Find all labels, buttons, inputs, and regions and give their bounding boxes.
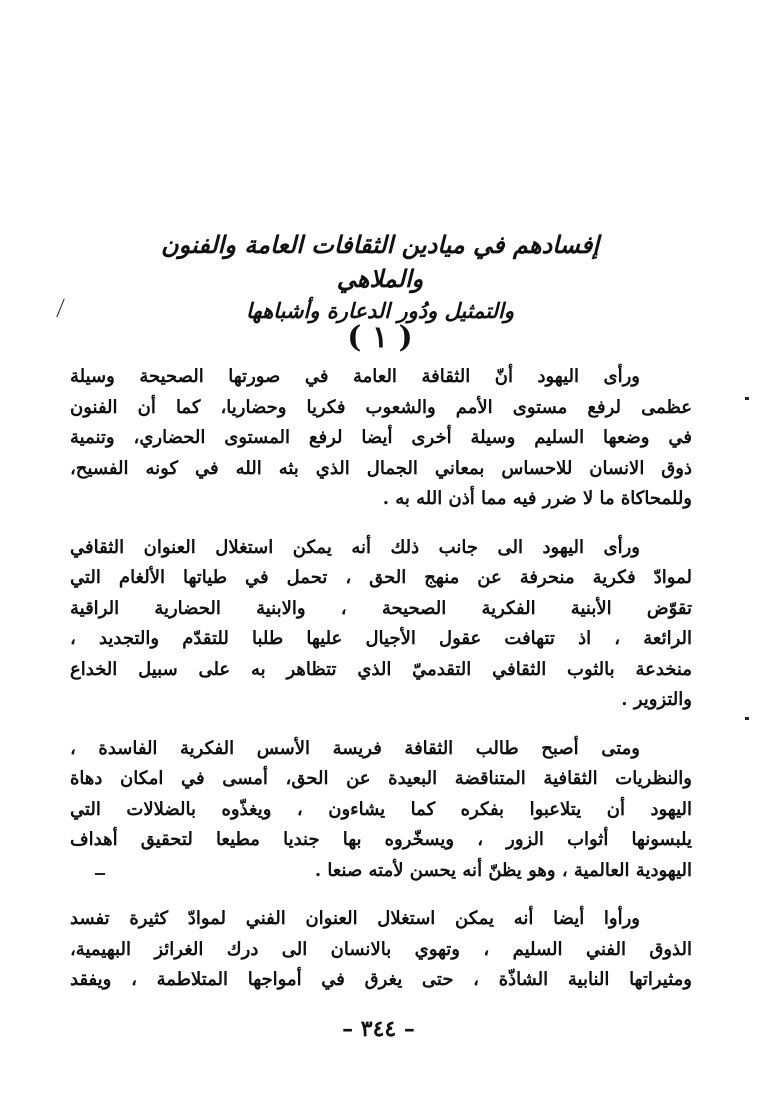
text-line: اليهودية العالمية ، وهو يظنّ أنه يحسن لأمته صنعا . <box>314 859 692 881</box>
text-line: وللمحاكاة ما لا ضرر فيه مما أذن الله به . <box>382 488 692 509</box>
text-line: الرائعة ، اذ تتهافت عقول الأجيال عليها طلبا للتقدّم والتجديد ، <box>70 628 692 649</box>
text-line: في وضعها السليم وسيلة أخرى أيضا لرفع المستوى الحضاري، وتنمية <box>70 427 692 448</box>
text-line: والتزوير . <box>621 689 692 710</box>
text-line: ورأوا أيضا أنه يمكن استغلال العنوان الفني لموادّ كثيرة تفسد <box>70 908 640 929</box>
text-line: ورأى اليهود أنّ الثقافة العامة في صورتها الصحيحة وسيلة <box>70 366 640 387</box>
chapter-heading <box>140 228 620 326</box>
text-line: ومتى أصبح طالب الثقافة فريسة الأسس الفكرية الفاسدة ، <box>70 737 640 759</box>
text-line: لموادّ فكرية منحرفة عن منهج الحق ، تحمل في طياتها الألغام التي <box>70 567 692 588</box>
scan-mark <box>745 397 749 400</box>
text-line: اليهود أن يتلاعبوا بفكره كما يشاءون ، ويغذّوه بالضلالات التي <box>70 798 692 820</box>
body-text <box>70 362 692 996</box>
text-line: الذوق الفني السليم ، وتهوي بالانسان الى درك الغرائز البهيمية، <box>70 938 692 960</box>
paragraph-3 <box>70 734 692 887</box>
scan-mark <box>95 873 105 875</box>
text-line: والنظريات الثقافية المتناقضة البعيدة عن الحق، أمسى في امكان دهاة <box>70 768 692 789</box>
paragraph-2 <box>70 533 692 716</box>
scan-mark <box>56 298 65 317</box>
heading-line-1: إفسادهم في ميادين الثقافات العامة والفنون والملاهي <box>160 230 600 293</box>
heading-line-2: والتمثيل ودُور الدعارة وأشباهها <box>246 298 514 323</box>
text-line: عظمى لرفع مستوى الأمم والشعوب فكريا وحضاريا، كما أن الفنون <box>70 396 692 418</box>
text-line: ذوق الانسان للاحساس بمعاني الجمال الذي بثه الله في كونه الفسيح، <box>70 457 692 479</box>
text-line: تقوّض الأبنية الفكرية الصحيحة ، والابنية الحضارية الراقية <box>70 597 692 619</box>
text-line: ومثيراتها النابية الشاذّة ، حتى يغرق في أمواجها المتلاطمة ، ويفقد <box>70 969 692 990</box>
text-line: ورأى اليهود الى جانب ذلك أنه يمكن استغلال العنوان الثقافي <box>70 536 640 558</box>
text-line: يلبسونها أثواب الزور ، ويسخّروه بها جنديا مطيعا لتحقيق أهداف <box>70 829 692 850</box>
scan-mark <box>745 717 749 720</box>
text-line: منخدعة بالثوب الثقافي التقدميّ الذي تتظاهر به على سبيل الخداع <box>70 658 692 680</box>
paragraph-1 <box>70 362 692 515</box>
page-number: – ٣٤٤ – <box>342 1016 415 1042</box>
section-number: ( ١ ) <box>347 320 413 355</box>
paragraph-4 <box>70 904 692 996</box>
